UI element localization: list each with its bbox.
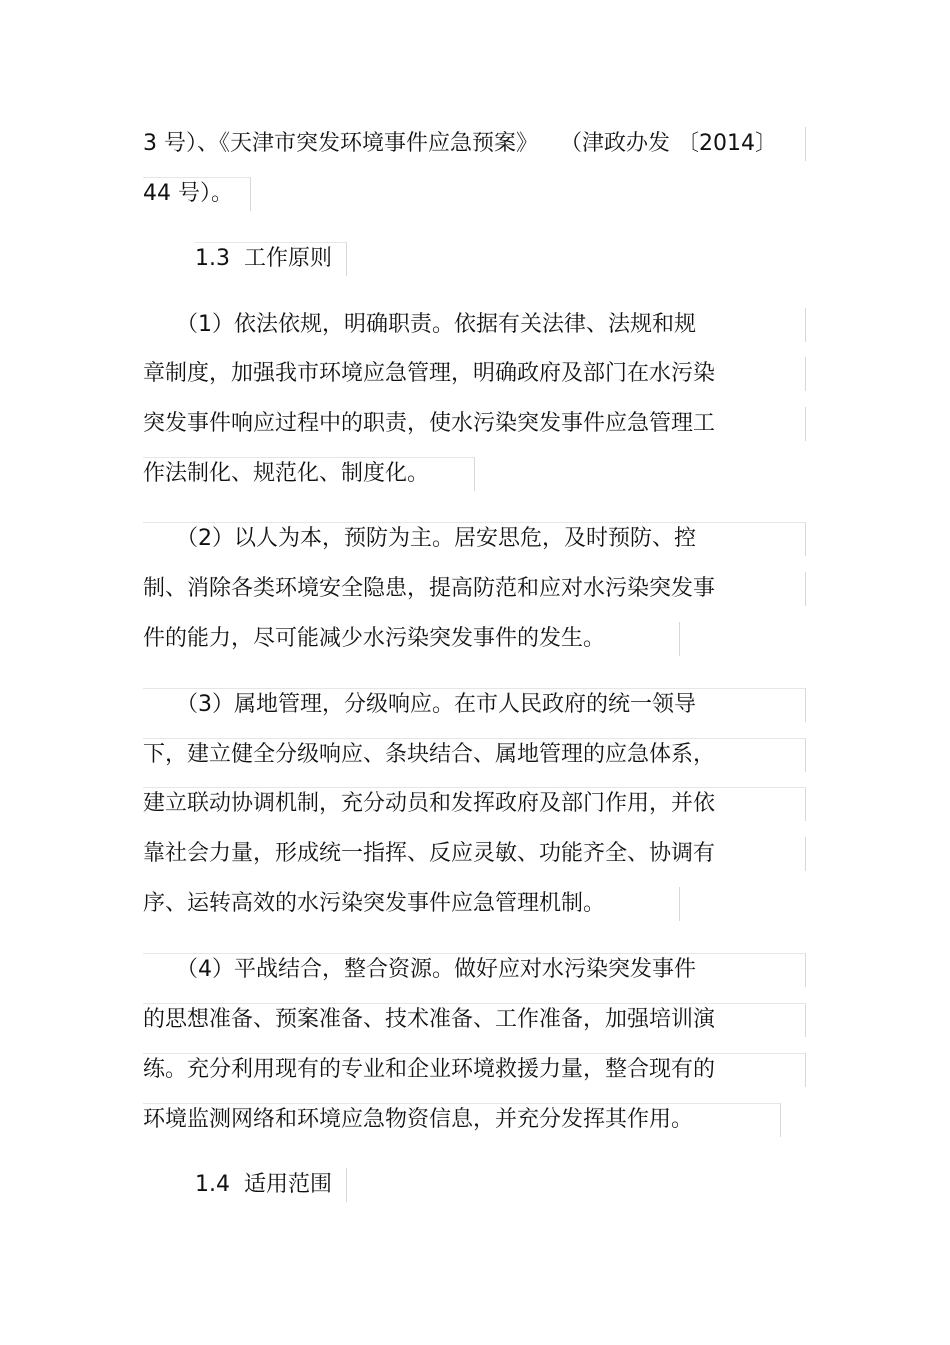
- paragraph-4-line: 环境监测网络和环境应急物资信息，并充分发挥其作用。: [143, 1107, 694, 1132]
- paragraph-3-line: （3）属地管理，分级响应。在市人民政府的统一领导: [143, 692, 696, 717]
- paragraph-4-line: 练。充分利用现有的专业和企业环境救援力量，整合现有的: [143, 1057, 716, 1082]
- paragraph-2-line: （2）以人为本，预防为主。居安思危，及时预防、控: [143, 526, 696, 551]
- section-number: 1.4: [195, 1172, 230, 1197]
- section-heading-1-3: [195, 242, 332, 276]
- section-number: 1.3: [195, 246, 230, 271]
- paragraph-3-line: 靠社会力量，形成统一指挥、反应灵敏、功能齐全、协调有: [143, 841, 716, 866]
- paragraph-2-line: 件的能力，尽可能减少水污染突发事件的发生。: [143, 626, 606, 651]
- paragraph-4-line: 的思想准备、预案准备、技术准备、工作准备，加强培训演: [143, 1007, 716, 1032]
- paragraph-2-line: 制、消除各类环境安全隐患，提高防范和应对水污染突发事: [143, 576, 716, 601]
- paragraph-1-line: 章制度，加强我市环境应急管理，明确政府及部门在水污染: [143, 361, 716, 386]
- section-title: 工作原则: [244, 246, 333, 271]
- reference-line-2: 44 号）。: [143, 181, 233, 206]
- paragraph-3-line: 下，建立健全分级响应、条块结合、属地管理的应急体系，: [143, 742, 716, 767]
- paragraph-4-line: （4）平战结合，整合资源。做好应对水污染突发事件: [143, 957, 696, 982]
- paragraph-1-line: （1）依法依规，明确职责。依据有关法律、法规和规: [143, 312, 696, 337]
- paragraph-3-line: 序、运转高效的水污染突发事件应急管理机制。: [143, 891, 606, 916]
- section-heading-1-4: [195, 1168, 332, 1202]
- paragraph-1-line: 突发事件响应过程中的职责，使水污染突发事件应急管理工: [143, 411, 716, 436]
- section-title: 适用范围: [244, 1172, 333, 1197]
- paragraph-1-line: 作法制化、规范化、制度化。: [143, 461, 430, 486]
- reference-line-1: 3 号）、《天津市突发环境事件应急预案》 （津政办发 〔2014〕: [143, 131, 777, 156]
- paragraph-3-line: 建立联动协调机制，充分动员和发挥政府及部门作用，并依: [143, 791, 716, 816]
